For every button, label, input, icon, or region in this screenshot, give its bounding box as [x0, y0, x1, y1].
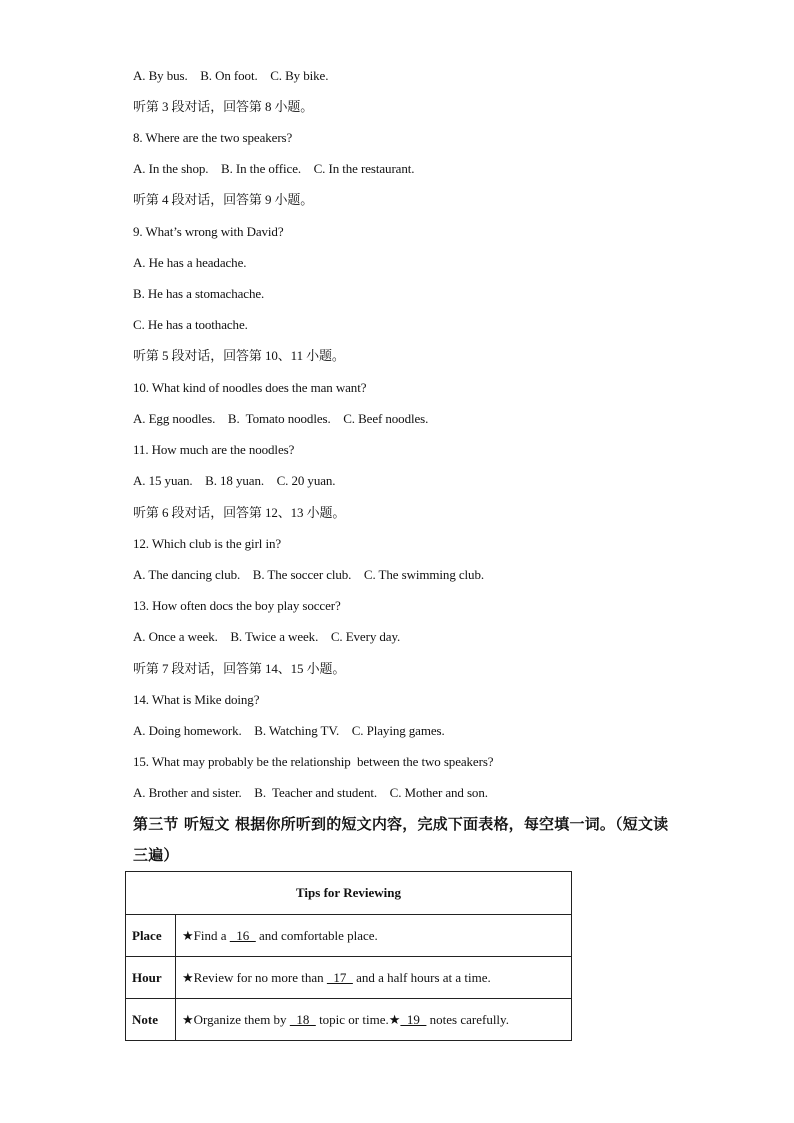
question-10: 10. What kind of noodles does the man want? — [133, 380, 367, 395]
row-content — [176, 999, 572, 1041]
dialogue-instruction: 听第 7 段对话，回答第 14、15 小题。 — [133, 661, 346, 676]
question-13: 13. How often docs the boy play soccer? — [133, 598, 341, 613]
row-label: Hour — [126, 957, 176, 999]
option-a: A. He has a headache. — [133, 255, 247, 270]
blank-18: 18 — [289, 1011, 316, 1027]
dialogue-instruction: 听第 3 段对话，回答第 8 小题。 — [133, 99, 314, 114]
row-text: and a half hours at a time. — [352, 969, 491, 985]
table-row — [126, 957, 572, 999]
options-line: A. In the shop. B. In the office. C. In the restaurant. — [133, 161, 415, 176]
question-11: 11. How much are the noodles? — [133, 442, 295, 457]
dialogue-instruction: 听第 6 段对话，回答第 12、13 小题。 — [133, 505, 346, 520]
row-text: ★Find a — [182, 927, 230, 943]
row-text: notes carefully. — [426, 1011, 509, 1027]
options-line: A. 15 yuan. B. 18 yuan. C. 20 yuan. — [133, 473, 336, 488]
row-content — [176, 957, 572, 999]
options-line: A. Egg noodles. B. Tomato noodles. C. Beef noodles. — [133, 411, 429, 426]
options-line: A. The dancing club. B. The soccer club. C. The swimming club. — [133, 567, 484, 582]
option-c: C. He has a toothache. — [133, 317, 248, 332]
row-label: Place — [126, 915, 176, 957]
question-14: 14. What is Mike doing? — [133, 692, 260, 707]
question-12: 12. Which club is the girl in? — [133, 536, 282, 551]
options-line: A. Brother and sister. B. Teacher and student. C. Mother and son. — [133, 785, 488, 800]
tips-table — [125, 871, 572, 1041]
table-row — [126, 999, 572, 1041]
options-line: A. Once a week. B. Twice a week. C. Every day. — [133, 629, 401, 644]
row-content — [176, 915, 572, 957]
options-line: A. By bus. B. On foot. C. By bike. — [133, 68, 329, 83]
section-heading: 第三节 听短文 根据你所听到的短文内容，完成下面表格，每空填一词。（短文读三遍） — [133, 815, 669, 864]
blank-17: 17 — [326, 969, 353, 985]
table-header-row — [126, 872, 572, 915]
table-title: Tips for Reviewing — [126, 872, 572, 915]
question-9: 9. What’s wrong with David? — [133, 224, 284, 239]
options-line: A. Doing homework. B. Watching TV. C. Playing games. — [133, 723, 445, 738]
row-text: ★Review for no more than — [182, 969, 327, 985]
row-label: Note — [126, 999, 176, 1041]
option-b: B. He has a stomachache. — [133, 286, 265, 301]
row-text: topic or time.★ — [315, 1011, 401, 1027]
table-row — [126, 915, 572, 957]
blank-19: 19 — [400, 1011, 427, 1027]
question-8: 8. Where are the two speakers? — [133, 130, 293, 145]
question-15: 15. What may probably be the relationship between the two speakers? — [133, 754, 494, 769]
row-text: ★Organize them by — [182, 1011, 290, 1027]
blank-16: 16 — [229, 927, 256, 943]
dialogue-instruction: 听第 5 段对话，回答第 10、11 小题。 — [133, 348, 345, 363]
row-text: and comfortable place. — [255, 927, 378, 943]
dialogue-instruction: 听第 4 段对话，回答第 9 小题。 — [133, 192, 314, 207]
